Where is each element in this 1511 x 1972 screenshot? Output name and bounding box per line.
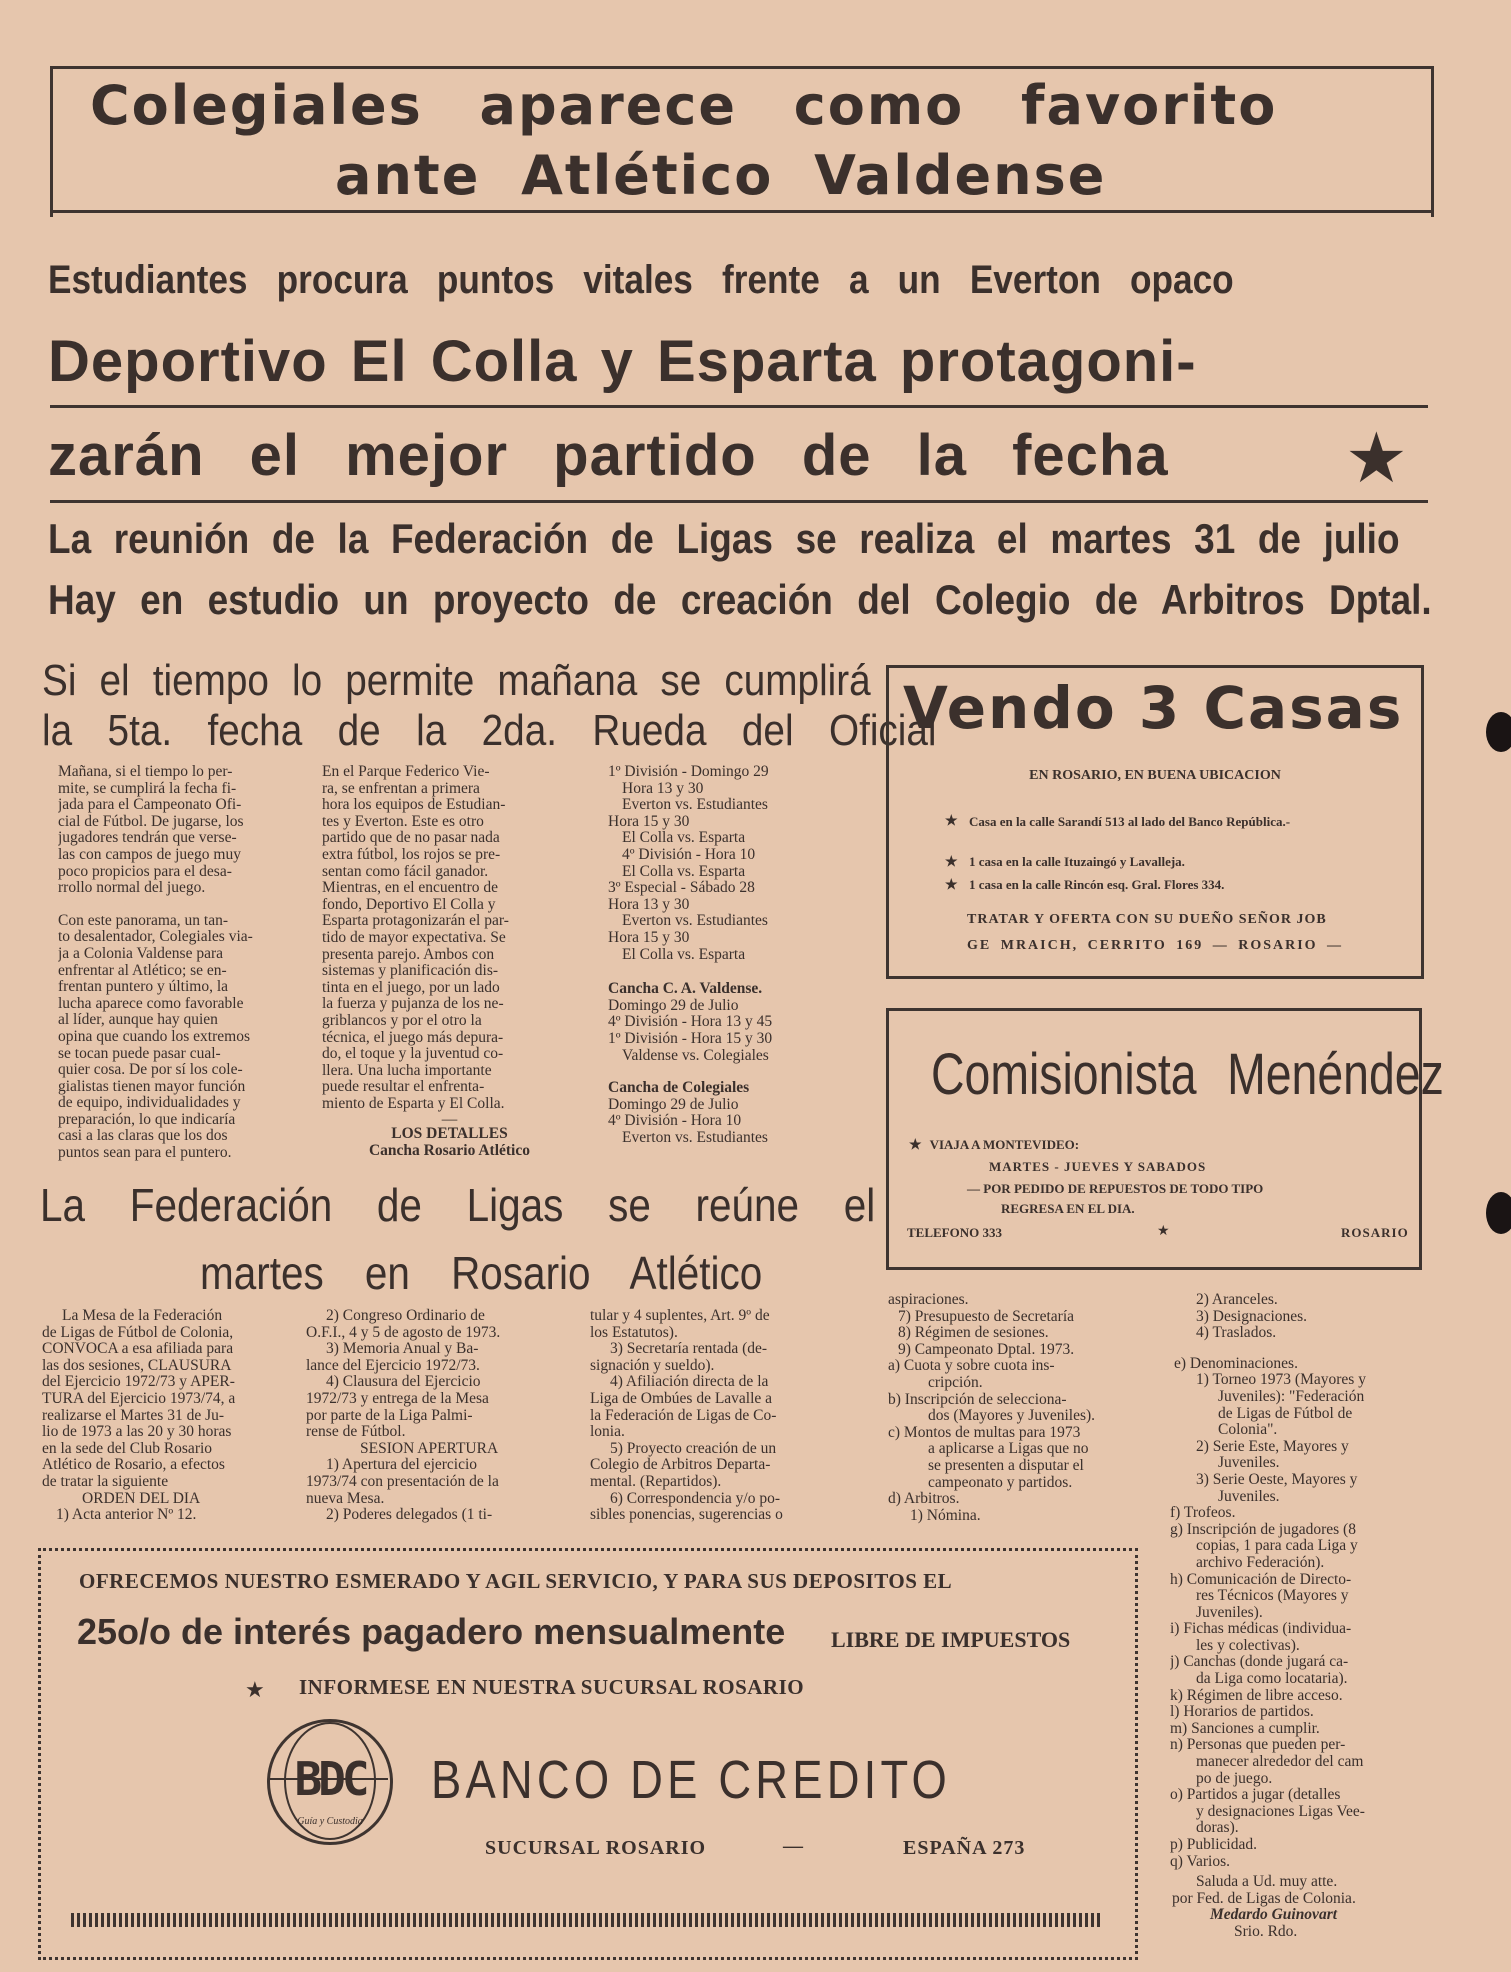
ad-banco-info: INFORMESE EN NUESTRA SUCURSAL ROSARIO xyxy=(299,1675,805,1699)
ad-casas-title: Vendo 3 Casas xyxy=(903,674,1404,742)
headline-1-line-2: ante Atlético Valdense xyxy=(335,144,1107,207)
article-2-col-1: La Mesa de la Federación de Ligas de Fútbol de Colonia, CONVOCA a esa afiliada para las dos sesiones, CLAUSURA del Ejercicio 1972/73 y APER- TURA del Ejercicio 1973/74, a realizarse el Martes 31 de Ju- lio de 1973 a las 20 y 30 horas en la sede del Club Rosario Atlético de Rosario, a efectos de tratar la siguiente ORDEN DEL DIA 1) Acta anterior Nº 12. xyxy=(42,1308,236,1524)
article-1-col-2: En el Parque Federico Vie- ra, se enfrentan a primera hora los equipos de Estudian- tes y Everton. Este es otro partido que de no pasar nada extra fútbol, los rojos se pre- sentan como fácil ganador. Mientras, en el encuentro de fondo, Deportivo El Colla y Esparta protagonizarán el par- tido de mayor expectativa. Se presenta parejo. Ambos con sistemas y planificación dis- tinta en el juego, por un lado la fuerza y pujanza de los ne- griblancos y por el otro la técnica, el juego más depura- do, el toque y la juventud co- llera. Una lucha importante puede resultar el enfrenta- miento de Esparta y El Colla. — LOS DETALLES Cancha Rosario Atlético xyxy=(322,764,530,1160)
bdc-logo xyxy=(267,1719,393,1845)
ad-comisionista-line-1: ★ VIAJA A MONTEVIDEO: xyxy=(909,1137,1080,1153)
headline-1-line-1: Colegiales aparece como favorito xyxy=(90,74,1278,137)
star-icon: ★ xyxy=(1157,1224,1170,1239)
headline-3-line-2: zarán el mejor partido de la fecha xyxy=(48,423,1169,488)
ad-casas-item-2: ★ 1 casa en la calle Ituzaingó y Lavalleja. xyxy=(945,854,1185,870)
article-1-title-line-1: Si el tiempo lo permite mañana se cumplirá xyxy=(42,656,871,705)
ad-comisionista-city: ROSARIO xyxy=(1341,1225,1409,1240)
ad-banco-address: ESPAÑA 273 xyxy=(903,1837,1026,1859)
star-bullet-icon: ★ xyxy=(909,1138,922,1153)
article-2-title-line-2: martes en Rosario Atlético xyxy=(200,1247,763,1299)
ad-banco-line-1: OFRECEMOS NUESTRO ESMERADO Y AGIL SERVICIO, Y PARA SUS DEPOSITOS EL xyxy=(79,1569,953,1593)
ad-banco-credito xyxy=(38,1548,1138,1960)
article-2-col-2: 2) Congreso Ordinario de O.F.I., 4 y 5 de agosto de 1973. 3) Memoria Anual y Ba- lance del Ejercicio 1972/73. 4) Clausura del Ejercicio 1972/73 y entrega de la Mesa por parte de la Liga Palmi- rense de Fútbol. SESION APERTURA 1) Apertura del ejercicio 1973/74 con presentación de la nueva Mesa. 2) Poderes delegados (1 ti- xyxy=(306,1308,501,1524)
ad-banco-dash: — xyxy=(783,1835,803,1857)
star-bullet-icon: ★ xyxy=(945,814,958,829)
ad-casas-item-3: ★ 1 casa en la calle Rincón esq. Gral. Flores 334. xyxy=(945,877,1225,893)
star-bullet-icon: ★ xyxy=(945,855,958,870)
ad-comisionista-phone: TELEFONO 333 xyxy=(907,1225,1002,1240)
ad-banco-branch: SUCURSAL ROSARIO xyxy=(485,1837,707,1859)
ad-banco-border-bar xyxy=(71,1913,1103,1927)
article-1-col-1: Mañana, si el tiempo lo per- mite, se cumplirá la fecha fi- jada para el Campeonato Ofi- cial de Fútbol. De jugarse, los jugadores tendrán que verse- las con campos de juego muy poco propicios para el desa- rrollo normal del juego. Con este panorama, un tan- to desalentador, Colegiales via- ja a Colonia Valdense para enfrentar al Atlético; se en- frentan puntero y último, la lucha aparece como favorable al líder, aunque hay quien opina que cuando los extremos se tocan puede pasar cual- quier cosa. De por sí los cole- gialistas tienen mayor función de equipo, individualidades y preparación, lo que indicaría casi a las claras que los dos puntos sean para el puntero. xyxy=(58,764,253,1162)
ad-vendo-casas xyxy=(886,665,1424,979)
ad-banco-rate: 25o/o de interés pagadero mensualmente xyxy=(77,1611,786,1652)
ad-casas-subtitle: EN ROSARIO, EN BUENA UBICACION xyxy=(1029,768,1281,783)
headline-3-line-1: Deportivo El Colla y Esparta protagoni- xyxy=(48,329,1197,394)
article-2-col-4: aspiraciones. 7) Presupuesto de Secretaría 8) Régimen de sesiones. 9) Campeonato Dptal. 1973. a) Cuota y sobre cuota ins- cripción. b) Inscripción de selecciona- dos (Mayores y Juveniles). c) Montos de multas para 1973 a aplicarse a Ligas que no se presenten a disputar el campeonato y partidos. d) Arbitros. 1) Nómina. xyxy=(888,1292,1096,1524)
article-2-col-5: 2) Aranceles. 3) Designaciones. 4) Traslados. e) Denominaciones. 1) Torneo 1973 (Mayores y Juveniles): "Federación de Ligas de Fútbol de Colonia". 2) Serie Este, Mayores y Juveniles. 3) Serie Oeste, Mayores y Juveniles. f) Trofeos. g) Inscripción de jugadores (8 copias, 1 para cada Liga y archivo Federación). h) Comunicación de Directo- res Técnicos (Mayores y Juveniles). i) Fichas médicas (individua- les y colectivas). j) Canchas (donde jugará ca- da Liga como locataria). k) Régimen de libre acceso. l) Horarios de partidos. m) Sanciones a cumplir. n) Personas que pueden per- manecer alrededor del cam po de juego. o) Partidos a jugar (detalles y designaciones Ligas Vee- doras). p) Publicidad. q) Varios. Saluda a Ud. muy atte. por Fed. de Ligas de Colonia. Medardo Guinovart Srio. Rdo. xyxy=(1170,1292,1366,1940)
ad-banco-name: BANCO DE CREDITO xyxy=(431,1750,952,1810)
ad-comisionista-title: Comisionista Menéndez xyxy=(931,1042,1444,1107)
headline-4-line-1: La reunión de la Federación de Ligas se realiza el martes 31 de julio xyxy=(48,515,1400,562)
bdc-logo-subtitle: Guía y Custodia xyxy=(297,1816,363,1827)
article-1-title-line-2: la 5ta. fecha de la 2da. Rueda del Oficial xyxy=(42,706,937,755)
ad-casas-item-1: ★ Casa en la calle Sarandí 513 al lado del Banco República.- xyxy=(945,814,1291,829)
binder-hole xyxy=(1486,1192,1511,1234)
ad-comisionista-line-3: — POR PEDIDO DE REPUESTOS DE TODO TIPO xyxy=(967,1181,1264,1196)
binder-hole xyxy=(1486,712,1511,752)
ad-casas-footer-2: GE MRAICH, CERRITO 169 — ROSARIO — xyxy=(967,938,1344,953)
star-icon: ★ xyxy=(245,1677,265,1702)
ad-comisionista-line-4: REGRESA EN EL DIA. xyxy=(1001,1201,1135,1216)
ad-comisionista xyxy=(886,1008,1444,1270)
article-2-title-line-1: La Federación de Ligas se reúne el xyxy=(40,1179,876,1231)
ad-banco-tax: LIBRE DE IMPUESTOS xyxy=(831,1627,1071,1652)
star-icon: ★ xyxy=(1345,421,1408,498)
article-1-col-3: 1º División - Domingo 29 Hora 13 y 30 Everton vs. Estudiantes Hora 15 y 30 El Colla vs. Esparta 4º División - Hora 10 El Colla vs. Esparta 3º Especial - Sábado 28 Hora 13 y 30 Everton vs. Estudiantes Hora 15 y 30 El Colla vs. Esparta Cancha C. A. Valdense. Domingo 29 de Julio 4º División - Hora 13 y 45 1º División - Hora 15 y 30 Valdense vs. Colegiales Cancha de Colegiales Domingo 29 de Julio 4º División - Hora 10 Everton vs. Estudiantes xyxy=(608,764,773,1146)
headline-2: Estudiantes procura puntos vitales frente a un Everton opaco xyxy=(48,258,1234,302)
star-bullet-icon: ★ xyxy=(945,878,958,893)
bdc-logo-text: BDC xyxy=(294,1752,366,1806)
ad-casas-footer-1: TRATAR Y OFERTA CON SU DUEÑO SEÑOR JOB xyxy=(967,912,1327,927)
headline-4-line-2: Hay en estudio un proyecto de creación del Colegio de Arbitros Dptal. xyxy=(48,576,1432,623)
ad-comisionista-line-2: MARTES - JUEVES Y SABADOS xyxy=(989,1159,1207,1174)
article-2-col-3: tular y 4 suplentes, Art. 9º de los Estatutos). 3) Secretaría rentada (de- signación y sueldo). 4) Afiliación directa de la Liga de Ombúes de Lavalle a la Federación de Ligas de Co- lonia. 5) Proyecto creación de un Colegio de Arbitros Departa- mental. (Repartidos). 6) Correspondencia y/o po- sibles ponencias, sugerencias o xyxy=(590,1308,783,1524)
